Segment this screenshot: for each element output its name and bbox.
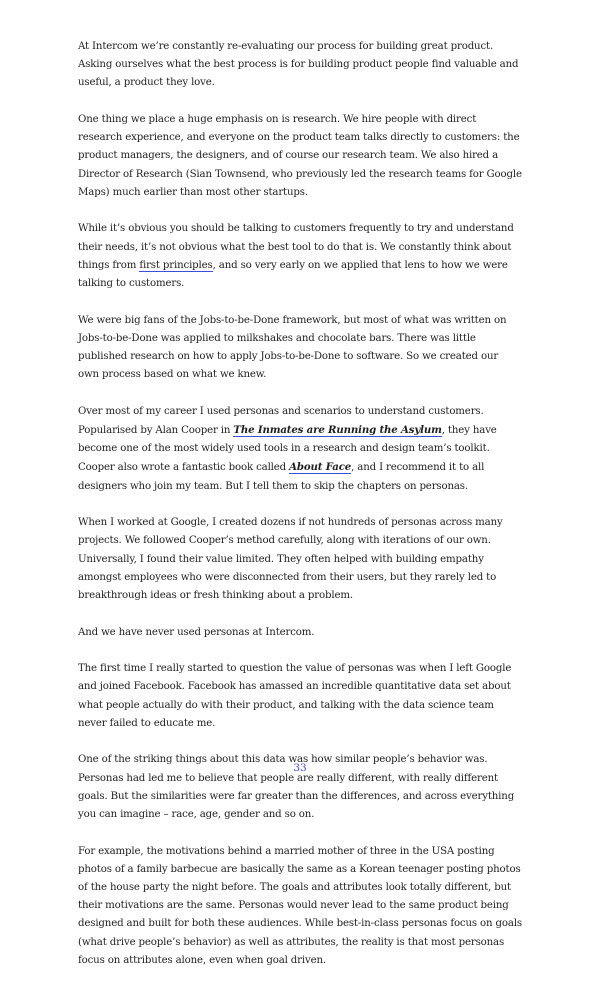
paragraph bbox=[78, 220, 522, 293]
inmates-book-link[interactable]: The Inmates are Running the Asylum bbox=[233, 424, 442, 437]
paragraph-text: While it’s obvious you should be talking to customers frequently to try and understand their needs, it’s not obvious what the best tool to do that is. We constantly think about things from bbox=[78, 223, 514, 271]
paragraph: We were big fans of the Jobs-to-be-Done framework, but most of what was written on Jobs-to-be-Done was applied to milkshakes and chocolate bars. There was little published research on how to apply Jobs-to-be-Done to software. So we created our own process based on what we knew. bbox=[78, 314, 507, 381]
paragraph-text: , they have become one of the most widely used tools in a research and design team’s toolkit. Cooper also wrote a fantastic book called bbox=[78, 425, 497, 474]
paragraph-text: , and so very early on we applied that lens to how we were talking to customers. bbox=[78, 259, 508, 290]
paragraph: One of the striking things about this data was how similar people’s behavior was. Personas had led me to believe that people are really different, with really different goals. But the similarities were far greater than the differences, and across everything you can imagine – race, age, gender and so on. bbox=[78, 754, 515, 821]
paragraph-text: , and I recommend it to all designers who join my team. But I tell them to skip the chapters on personas. bbox=[78, 462, 485, 492]
paragraph bbox=[78, 403, 522, 496]
page-number: 33 bbox=[293, 762, 307, 774]
paragraph: At Intercom we’re constantly re-evaluating our process for building great product. Asking ourselves what the best process is for building product people find valuable and useful, a product they love. bbox=[78, 41, 519, 89]
about-face-link[interactable]: About Face bbox=[289, 461, 352, 474]
paragraph: When I worked at Google, I created dozens if not hundreds of personas across many projects. We followed Cooper’s method carefully, along with iterations of our own. Universally, I found their value limited. They often helped with building empathy amongst employees who were disconnected from their users, but they rarely led to breakthrough ideas or fresh thinking about a problem. bbox=[78, 517, 503, 602]
body-text bbox=[78, 38, 522, 988]
paragraph-text: Over most of my career I used personas and scenarios to understand customers. Popularised by Alan Cooper in bbox=[78, 405, 484, 437]
paragraph: The first time I really started to question the value of personas was when I left Google and joined Facebook. Facebook has amassed an incredible quantitative data set about what people actually do with their product, and talking with the data science team never failed to educate me. bbox=[78, 663, 512, 729]
paragraph: And we have never used personas at Intercom. bbox=[78, 626, 315, 638]
paragraph: One thing we place a huge emphasis on is research. We hire people with direct research experience, and everyone on the product team talks directly to customers: the product managers, the designers, and of course our research team. We also hired a Director of Research (Sian Townsend, who previously led the research teams for Google Maps) much earlier than most other startups. bbox=[78, 114, 522, 198]
paragraph: For example, the motivations behind a married mother of three in the USA posting photos of a family barbecue are basically the same as a Korean teenager posting photos of the house party the night before. The goals and attributes look totally different, but their motivations are the same. Personas would never lead to the same product being designed and built for both these audiences. While best-in-class personas focus on goals (what drive people’s behavior) as well as attributes, the reality is that most personas focus on attributes alone, even when goal driven. bbox=[78, 845, 523, 966]
first-principles-link[interactable]: first principles bbox=[139, 259, 213, 271]
